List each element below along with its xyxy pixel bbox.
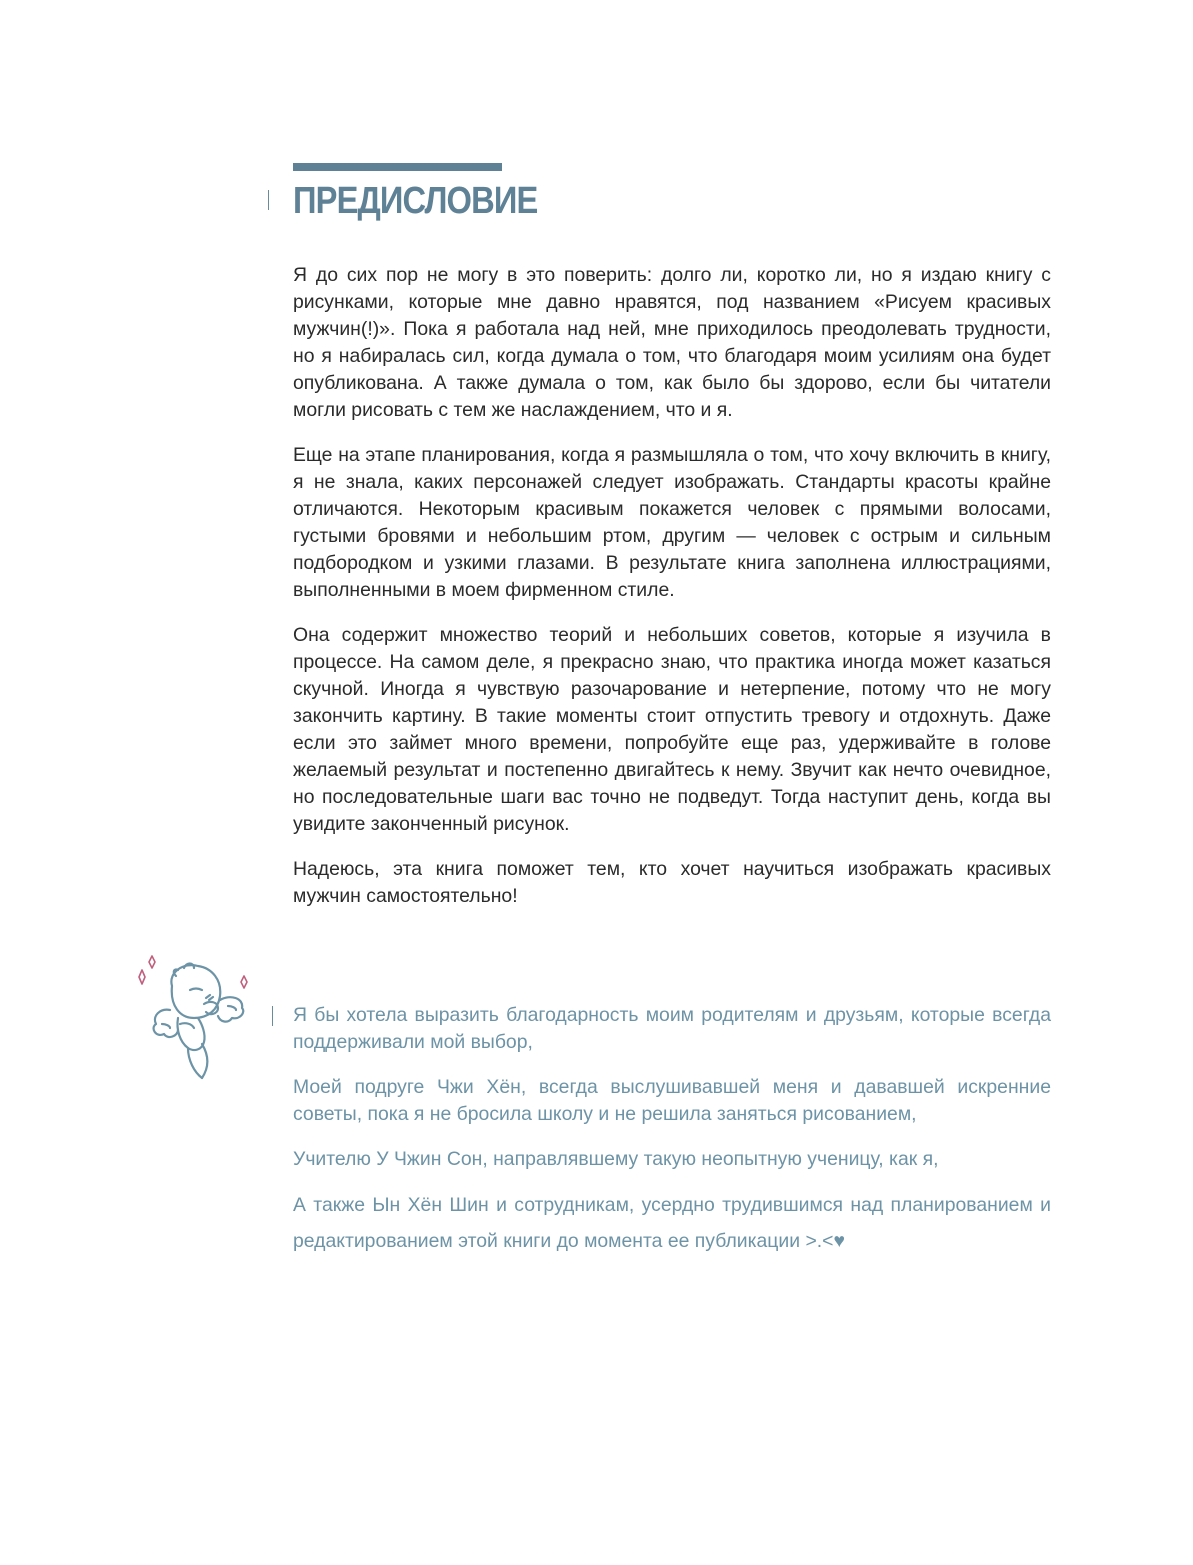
- preface-paragraph-3: Она содержит множество теорий и небольших советов, которые я изучила в процессе. На самом деле, я прекрасно знаю, что практика иногда может казаться скучной. Иногда я чувствую разочарование и нетерпение, потому что не могу закончить картину. В такие моменты стоит отпустить тревогу и отдохнуть. Даже если это займет много времени, попробуйте еще раз, удерживайте в голове желаемый результат и постепенно двигайтесь к нему. Звучит как нечто очевидное, но последовательные шаги вас точно не подведут. Тогда наступит день, когда вы увидите законченный рисунок.: [293, 624, 1051, 835]
- ack-line-4: А также Ын Хён Шин и сотрудникам, усердно трудившимся над планированием и редактированием этой книги до момента ее публикации >.<♥: [293, 1194, 1051, 1252]
- ack-line-3: Учителю У Чжин Сон, направлявшему такую неопытную ученицу, как я,: [293, 1148, 939, 1170]
- cherub-outline: [154, 964, 244, 1079]
- preface-body: [293, 262, 1051, 928]
- acknowledgements: [293, 1002, 1051, 1277]
- title-margin-mark: [268, 190, 269, 210]
- cherub-mascot-icon: [132, 950, 252, 1085]
- title-accent-bar: [293, 163, 502, 171]
- page-title: ПРЕДИСЛОВИЕ: [293, 180, 538, 222]
- preface-paragraph-2: Еще на этапе планирования, когда я размышляла о том, что хочу включить в книгу, я не знала, каких персонажей следует изображать. Стандарты красоты крайне отличаются. Некоторым красивым покажется человек с прямыми волосами, густыми бровями и небольшим ртом, другим — человек с острым и сильным подбородком и узкими глазами. В результате книга заполнена иллюстрациями, выполненными в моем фирменном стиле.: [293, 444, 1051, 601]
- ack-line-1: Я бы хотела выразить благодарность моим родителям и друзьям, которые всегда поддерживали мой выбор,: [293, 1004, 1051, 1053]
- preface-paragraph-4: Надеюсь, эта книга поможет тем, кто хочет научиться изображать красивых мужчин самостоятельно!: [293, 858, 1051, 907]
- sparkle-icons: [139, 956, 247, 988]
- ack-margin-mark: [272, 1006, 273, 1026]
- ack-line-2: Моей подруге Чжи Хён, всегда выслушивавшей меня и дававшей искренние советы, пока я не бросила школу и не решила заняться рисованием,: [293, 1076, 1051, 1125]
- preface-paragraph-1: Я до сих пор не могу в это поверить: долго ли, коротко ли, но я издаю книгу с рисунками, которые мне давно нравятся, под названием «Рисуем красивых мужчин(!)». Пока я работала над ней, мне приходилось преодолевать трудности, но я набиралась сил, когда думала о том, что благодаря моим усилиям она будет опубликована. А также думала о том, как было бы здорово, если бы читатели могли рисовать с тем же наслаждением, что и я.: [293, 264, 1051, 421]
